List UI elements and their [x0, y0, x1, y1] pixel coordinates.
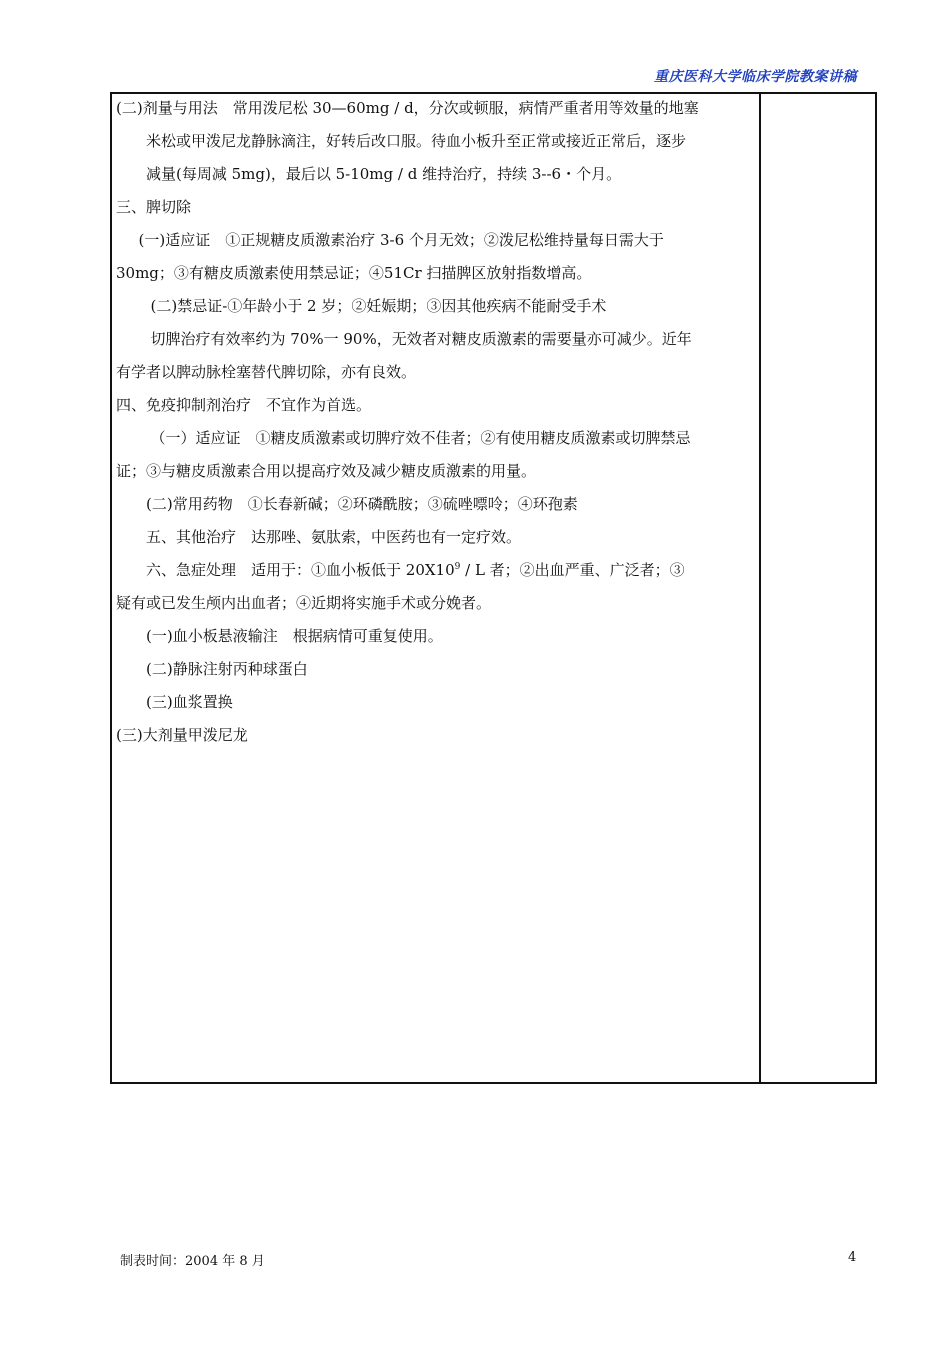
text-line: （一）适应证 ①糖皮质激素或切脾疗效不佳者；②有使用糖皮质激素或切脾禁忌 — [150, 429, 691, 447]
lecture-content — [116, 92, 756, 752]
text-line: (二)静脉注射丙种球蛋白 — [146, 660, 308, 678]
text-line: 减量(每周减 5mg)，最后以 5-10mg / d 维持治疗，持续 3--6・个月。 — [146, 165, 622, 183]
text-line: (三)血浆置换 — [146, 693, 233, 711]
text-line: 30mg；③有糖皮质激素使用禁忌证；④51Cr 扫描脾区放射指数增高。 — [116, 264, 592, 282]
table-column-divider — [759, 92, 761, 1084]
text-line: (一)适应证 ①正规糖皮质激素治疗 3-6 个月无效；②泼尼松维持量每日需大于 — [138, 231, 664, 249]
text-line: (二)常用药物 ①长春新碱；②环磷酰胺；③硫唑嘌呤；④环孢素 — [146, 495, 578, 513]
text-segment: / L 者；②出血严重、广泛者；③ — [460, 561, 685, 579]
text-line: 切脾治疗有效率约为 70%一 90%，无效者对糖皮质激素的需要量亦可减少。近年 — [150, 330, 692, 348]
section-heading: 五、其他治疗 达那唑、氨肽索，中医药也有一定疗效。 — [146, 528, 522, 546]
text-line: 证；③与糖皮质激素合用以提高疗效及减少糖皮质激素的用量。 — [116, 462, 537, 480]
text-segment: 六、急症处理 适用于：①血小板低于 20X10 — [146, 561, 455, 579]
document-header-title: 重庆医科大学临床学院教案讲稿 — [654, 69, 857, 85]
text-line: (三)大剂量甲泼尼龙 — [116, 726, 248, 744]
page-number: 4 — [848, 1250, 857, 1265]
superscript-exponent: 9 — [454, 562, 461, 572]
text-line: (一)血小板悬液输注 根据病情可重复使用。 — [146, 627, 443, 645]
text-line: 米松或甲泼尼龙静脉滴注，好转后改口服。待血小板升至正常或接近正常后，逐步 — [146, 132, 687, 150]
text-line: 疑有或已发生颅内出血者；④近期将实施手术或分娩者。 — [116, 594, 492, 612]
footer-date: 制表时间：2004 年 8 月 — [120, 1254, 265, 1269]
text-line — [116, 554, 756, 587]
text-line: (二)剂量与用法 常用泼尼松 30—60mg / d，分次或顿服，病情严重者用等效量的地塞 — [116, 99, 699, 117]
section-heading: 四、免疫抑制剂治疗 不宜作为首选。 — [116, 396, 372, 414]
text-line: 有学者以脾动脉栓塞替代脾切除，亦有良效。 — [116, 363, 417, 381]
text-line: (二)禁忌证-①年龄小于 2 岁；②妊娠期；③因其他疾病不能耐受手术 — [150, 297, 607, 315]
section-heading: 三、脾切除 — [116, 198, 192, 216]
